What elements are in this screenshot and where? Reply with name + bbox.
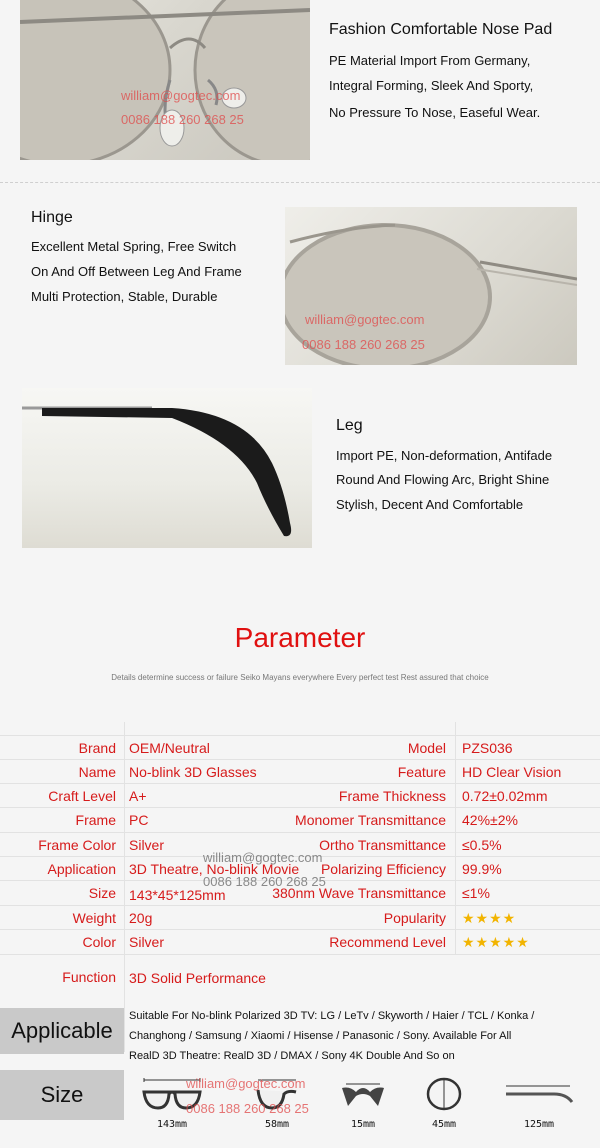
row-label: Brand — [78, 740, 116, 756]
row-label: Craft Level — [48, 788, 116, 804]
row-value: OEM/Neutral — [129, 740, 210, 756]
row-value-2: 0.72±0.02mm — [462, 788, 548, 804]
watermark-phone: 0086 188 260 268 25 — [203, 874, 326, 889]
row-value-2: ≤0.5% — [462, 837, 502, 853]
row-label: Frame Color — [38, 837, 116, 853]
row-label: Frame — [75, 812, 116, 828]
table-row — [0, 735, 600, 760]
row-label-2: Model — [407, 740, 446, 756]
hinge-title: Hinge — [31, 209, 73, 226]
row-value-2: 42%±2% — [462, 812, 518, 828]
nose-pad-line-3: No Pressure To Nose, Easeful Wear. — [329, 105, 541, 120]
size-diagram-leg — [500, 1074, 578, 1130]
row-value-2: 99.9% — [462, 861, 502, 877]
dim-height: 45mm — [431, 1119, 457, 1130]
row-value-2: PZS036 — [462, 740, 513, 756]
watermark-phone: 0086 188 260 268 25 — [121, 112, 244, 127]
hinge-line-2: On And Off Between Leg And Frame — [31, 264, 242, 279]
table-row — [0, 759, 600, 784]
row-value: A+ — [129, 788, 147, 804]
hinge-line-3: Multi Protection, Stable, Durable — [31, 289, 218, 304]
row-label: Size — [88, 885, 116, 901]
row-label-2: Frame Thickness — [338, 788, 446, 804]
row-value: Silver — [129, 837, 165, 853]
applicable-line-2: Changhong / Samsung / Xiaomi / Hisense / Panasonic / Sony. Available For All — [129, 1030, 512, 1042]
nose-pad-illustration — [20, 0, 310, 160]
row-label-2: Popularity — [383, 910, 446, 926]
parameter-subtitle: Details determine success or failure Seiko Mayans everywhere Every perfect test Rest assured that choice — [111, 673, 489, 682]
row-label-2: Recommend Level — [329, 934, 446, 950]
watermark-phone: 0086 188 260 268 25 — [302, 337, 425, 352]
dim-bridge: 15mm — [350, 1119, 376, 1130]
row-value: 143*45*125mm — [129, 887, 226, 903]
section-divider — [0, 182, 600, 183]
lens-height-icon — [420, 1074, 468, 1114]
leg-line-3: Stylish, Decent And Comfortable — [336, 497, 524, 512]
leg-line-1: Import PE, Non-deformation, Antifade — [336, 448, 553, 463]
temple-length-icon — [500, 1074, 578, 1114]
bridge-icon — [338, 1074, 388, 1114]
table-row — [0, 807, 600, 832]
row-label-2: 380nm Wave Transmittance — [272, 885, 446, 901]
size-label: Size — [0, 1070, 124, 1120]
table-row — [0, 929, 600, 954]
row-label: Application — [47, 861, 116, 877]
nose-pad-photo — [20, 0, 310, 160]
leg-title: Leg — [336, 417, 363, 434]
table-row — [0, 954, 600, 1005]
row-label-2: Monomer Transmittance — [295, 812, 446, 828]
row-label-2: Polarizing Efficiency — [320, 861, 446, 877]
row-label: Name — [78, 764, 116, 780]
row-value-2: HD Clear Vision — [462, 764, 562, 780]
row-value: Silver — [129, 934, 165, 950]
dim-leg: 125mm — [523, 1119, 555, 1130]
leg-photo — [22, 388, 312, 548]
function-value: 3D Solid Performance — [129, 970, 266, 986]
row-value: 20g — [129, 910, 153, 926]
row-label-2: Ortho Transmittance — [319, 837, 446, 853]
dim-lens: 58mm — [264, 1119, 290, 1130]
function-label: Function — [62, 969, 116, 985]
watermark-phone: 0086 188 260 268 25 — [186, 1101, 309, 1116]
applicable-line-1: Suitable For No-blink Polarized 3D TV: LG / LeTv / Skyworth / Haier / TCL / Konka / — [129, 1010, 535, 1022]
row-label: Color — [82, 934, 116, 950]
nose-pad-line-2: Integral Forming, Sleek And Sporty, — [329, 78, 534, 93]
applicable-line-3: RealD 3D Theatre: RealD 3D / DMAX / Sony 4K Double And So on — [129, 1050, 455, 1062]
row-value: 3D Theatre, No-blink Movie — [129, 861, 300, 877]
watermark-email: william@gogtec.com — [305, 312, 425, 327]
row-value: No-blink 3D Glasses — [129, 764, 257, 780]
row-value: PC — [129, 812, 149, 828]
table-row — [0, 905, 600, 930]
leg-illustration — [22, 388, 312, 548]
watermark-email: william@gogtec.com — [203, 850, 323, 865]
watermark-email: william@gogtec.com — [186, 1076, 306, 1091]
applicable-text — [129, 1006, 534, 1066]
row-label-2: Feature — [397, 764, 446, 780]
popularity-stars: ★★★★ — [462, 910, 517, 926]
row-label: Weight — [72, 910, 116, 926]
size-diagram-bridge — [338, 1074, 388, 1130]
parameter-title: Parameter — [234, 622, 366, 653]
table-row — [0, 783, 600, 808]
row-value-2: ≤1% — [462, 885, 490, 901]
dim-width: 143mm — [156, 1119, 188, 1130]
leg-line-2: Round And Flowing Arc, Bright Shine — [336, 472, 550, 487]
watermark-email: william@gogtec.com — [121, 88, 241, 103]
hinge-line-1: Excellent Metal Spring, Free Switch — [31, 239, 237, 254]
nose-pad-title: Fashion Comfortable Nose Pad — [329, 21, 553, 38]
applicable-label: Applicable — [0, 1008, 124, 1054]
recommend-stars: ★★★★★ — [462, 934, 530, 950]
size-diagram-height — [420, 1074, 468, 1130]
nose-pad-line-1: PE Material Import From Germany, — [329, 53, 531, 68]
